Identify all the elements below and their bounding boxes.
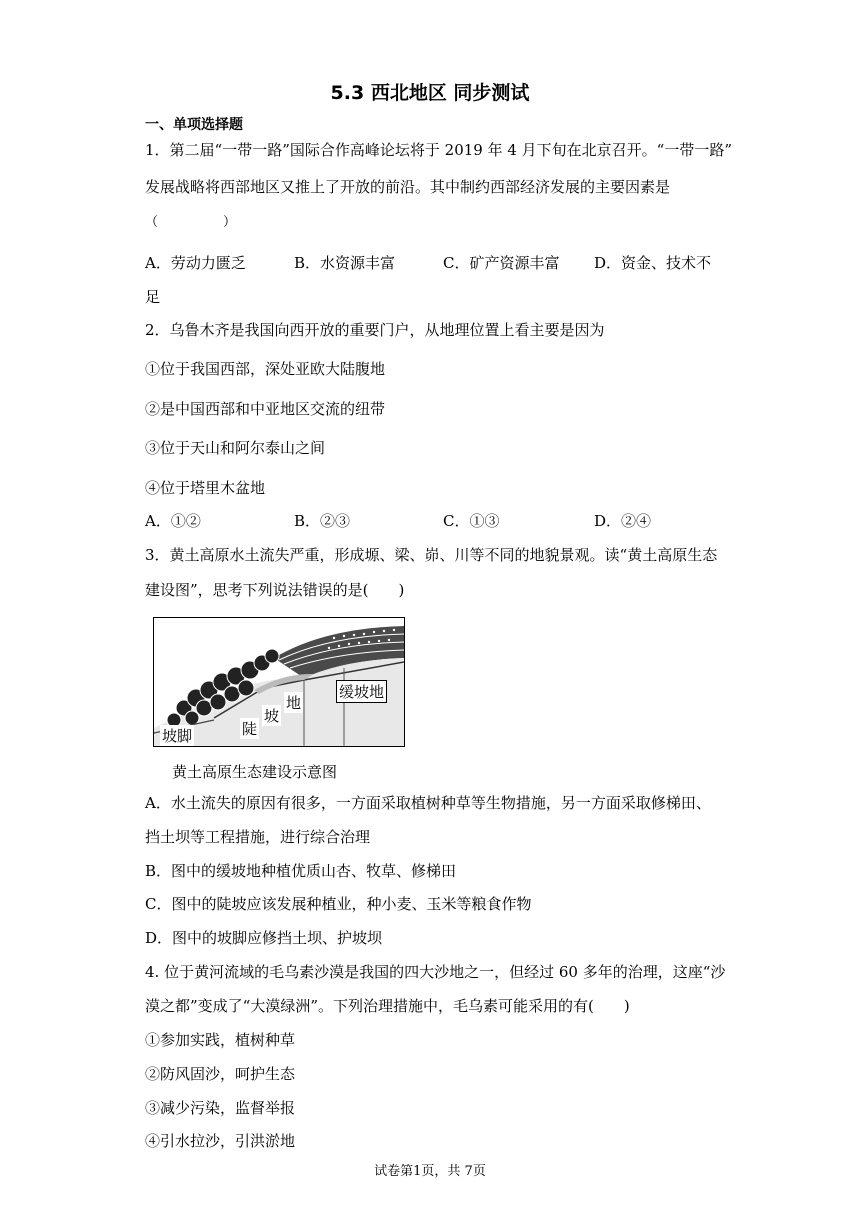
q2-item-4: ④位于塔里木盆地 (145, 479, 266, 497)
q4-stem-line2: 漠之都”变成了“大漠绿洲”。下列治理措施中，毛乌素可能采用的有( ) (145, 997, 630, 1015)
q1-option-d-wrap: 足 (145, 288, 161, 306)
q1-stem-line1: 1．第二届“一带一路”国际合作高峰论坛将于 2019 年 4 月下旬在北京召开。“一带一路” (145, 141, 733, 159)
q4-item-4: ④引水拉沙，引洪淤地 (145, 1132, 296, 1150)
q4-item-3: ③减少污染，监督举报 (145, 1099, 296, 1117)
q1-option-b: B．水资源丰富 (294, 254, 396, 272)
page-title: 5.3 西北地区 同步测试 (330, 82, 530, 104)
q3-option-b: B．图中的缓坡地种植优质山杏、牧草、修梯田 (145, 862, 457, 880)
section-heading: 一、单项选择题 (145, 117, 243, 133)
figure-label-steep-1: 陡 (242, 720, 258, 738)
loess-plateau-figure (153, 617, 405, 747)
figure-label-steep-3: 地 (286, 694, 302, 712)
q1-option-a: A．劳动力匮乏 (145, 254, 246, 272)
q1-option-d: D．资金、技术不 (594, 254, 712, 272)
q3-option-a-line2: 挡土坝等工程措施，进行综合治理 (145, 828, 371, 846)
q3-stem-line2: 建设图”，思考下列说法错误的是( ) (145, 581, 405, 599)
q2-option-a: A．①② (145, 512, 201, 530)
q4-stem-line1: 4. 位于黄河流域的毛乌素沙漠是我国的四大沙地之一，但经过 60 多年的治理，这座“沙 (145, 963, 726, 981)
figure-label-slope-foot: 坡脚 (162, 727, 193, 745)
q2-item-2: ②是中国西部和中亚地区交流的纽带 (145, 400, 386, 418)
q1-answer-paren: （ ） (145, 215, 237, 230)
q1-stem-line2: 发展战略将西部地区又推上了开放的前沿。其中制约西部经济发展的主要因素是 (145, 178, 671, 196)
figure-caption: 黄土高原生态建设示意图 (172, 763, 338, 781)
q2-item-1: ①位于我国西部，深处亚欧大陆腹地 (145, 360, 386, 378)
q3-stem-line1: 3．黄土高原水土流失严重，形成塬、梁、峁、川等不同的地貌景观。读“黄土高原生态 (145, 546, 718, 564)
q2-option-b: B．②③ (294, 512, 351, 530)
q2-item-3: ③位于天山和阿尔泰山之间 (145, 439, 326, 457)
q1-option-c: C．矿产资源丰富 (443, 254, 560, 272)
figure-label-steep-2: 坡 (264, 707, 280, 725)
figure-label-gentle-slope: 缓坡地 (336, 680, 387, 703)
q2-stem: 2．乌鲁木齐是我国向西开放的重要门户，从地理位置上看主要是因为 (145, 321, 605, 339)
q3-option-c: C．图中的陡坡应该发展种植业，种小麦、玉米等粮食作物 (145, 895, 532, 913)
q3-option-d: D．图中的坡脚应修挡土坝、护坡坝 (145, 929, 383, 947)
q2-option-c: C．①③ (443, 512, 500, 530)
q4-item-1: ①参加实践，植树种草 (145, 1031, 296, 1049)
q4-item-2: ②防风固沙，呵护生态 (145, 1065, 296, 1083)
page-footer: 试卷第1页，共 7页 (374, 1164, 486, 1179)
q3-option-a-line1: A．水土流失的原因有很多，一方面采取植树种草等生物措施，另一方面采取修梯田、 (145, 794, 711, 812)
q2-option-d: D．②④ (594, 512, 652, 530)
